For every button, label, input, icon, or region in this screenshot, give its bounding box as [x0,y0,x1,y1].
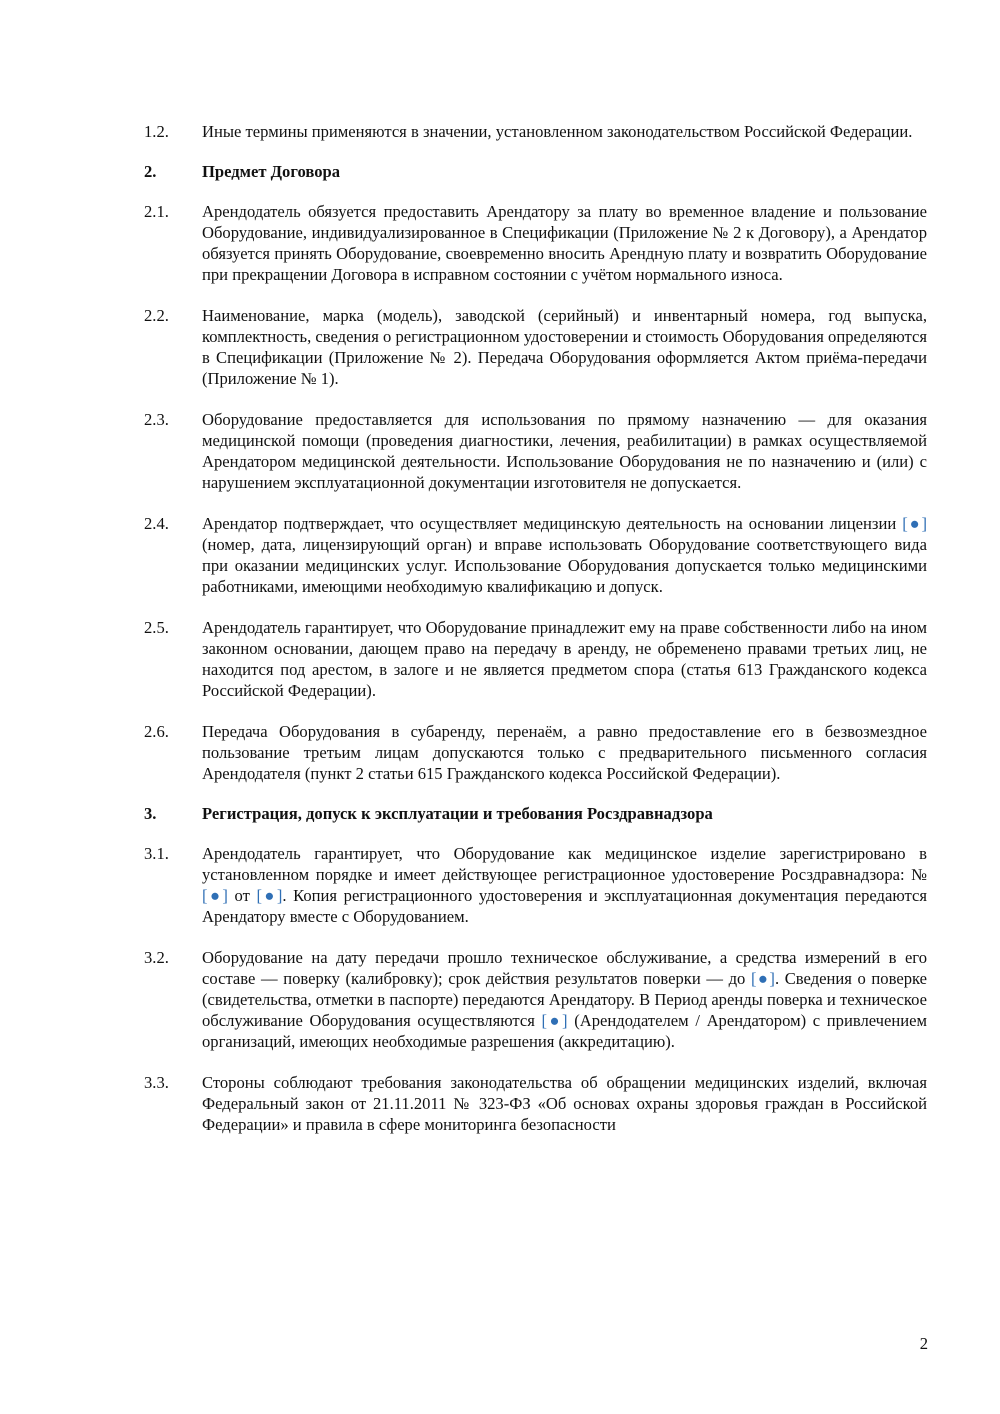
clause-text-part: Оборудование на дату передачи прошло техническое обслуживание, а средства измерений в его составе — поверку (калибровку); срок действия результатов поверки — до [202,948,927,988]
page-number: 2 [919,1334,928,1353]
clause-3-2 [144,947,927,1052]
clause-text [202,947,927,1052]
clause-2-4 [144,513,927,597]
clause-text: Оборудование предоставляется для использования по прямому назначению — для оказания медицинской помощи (проведения диагностики, лечения, реабилитации) в рамках осуществляемой Арендатором медицинской деятельности. Использование Оборудования не по назначению и (или) с нарушением эксплуатационной документации изготовителя не допускается. [202,410,927,492]
placeholder-verification-date: [●] [750,969,775,988]
clause-text: Арендодатель обязуется предоставить Арендатору за плату во временное владение и пользование Оборудование, индивидуализированное в Спецификации (Приложение № 2 к Договору), а Арендатор обязуется принять Оборудование, своевременно вносить Арендную плату и возвратить Оборудование при прекращении Договора в исправном состоянии с учётом нормального износа. [202,202,927,284]
clause-text: Стороны соблюдают требования законодательства об обращении медицинских изделий, включая Федеральный закон от 21.11.2011 № 323-ФЗ «Об основах охраны здоровья граждан в Российской Федерации» и правила в сфере мониторинга безопасности [202,1073,927,1134]
section-3-heading [144,803,927,824]
clause-number: 3.1. [144,844,169,863]
placeholder-registration-date: [●] [256,886,283,905]
placeholder-responsible-party: [●] [541,1011,568,1030]
section-title: Предмет Договора [202,162,341,181]
clause-number: 2.3. [144,410,169,429]
section-number: 3. [144,804,157,823]
clause-2-2 [144,305,927,389]
document-body [144,121,927,1135]
clause-text-part: . Сведения о поверке (свидетельства, отметки в паспорте) передаются Арендатору. В Период аренды поверка и техническое обслуживание Оборудования осуществляются [202,969,928,1030]
clause-3-3 [144,1072,927,1135]
clause-text: Иные термины применяются в значении, установленном законодательством Российской Федерации. [202,122,913,141]
clause-number: 3.3. [144,1073,169,1092]
clause-text-part: (номер, дата, лицензирующий орган) и вправе использовать Оборудование соответствующего вида при оказании медицинских услуг. Использование Оборудования допускается только медицинскими работниками, имеющими необходимую квалификацию и допуск. [202,535,927,596]
placeholder-license: [●] [902,514,928,533]
clause-text [202,513,927,597]
clause-2-6 [144,721,927,784]
clause-text: Наименование, марка (модель), заводской (серийный) и инвентарный номера, год выпуска, комплектность, сведения о регистрационном удостоверении и стоимость Оборудования определяются в Спецификации (Приложение № 2). Передача Оборудования оформляется Актом приёма-передачи (Приложение № 1). [202,306,927,388]
clause-number: 2.4. [144,514,169,533]
clause-text: Арендодатель гарантирует, что Оборудование принадлежит ему на праве собственности либо на ином законном основании, дающем право на передачу в аренду, не обременено правами третьих лиц, не находится под арестом, в залоге и не является предметом спора (статья 613 Гражданского кодекса Российской Федерации). [202,618,927,700]
clause-number: 2.2. [144,306,169,325]
clause-number: 1.2. [144,122,169,141]
clause-text-part: . Копия регистрационного удостоверения и эксплуатационная документация передаются Арендатору вместе с Оборудованием. [202,886,927,926]
section-number: 2. [144,162,157,181]
placeholder-registration-number: [●] [202,886,228,905]
clause-text: Передача Оборудования в субаренду, перенаём, а равно предоставление его в безвозмездное пользование третьим лицам допускаются только с предварительного письменного согласия Арендодателя (пункт 2 статьи 615 Гражданского кодекса Российской Федерации). [202,722,927,783]
clause-2-5 [144,617,927,701]
clause-text-part: от [227,886,257,905]
clause-text-part: Арендатор подтверждает, что осуществляет медицинскую деятельность на основании лицензии [202,514,903,533]
clause-3-1 [144,843,927,927]
clause-text-part: Арендодатель гарантирует, что Оборудование как медицинское изделие зарегистрировано в установленном порядке и имеет действующее регистрационное удостоверение Росздравнадзора: № [202,844,927,884]
clause-text [202,843,927,927]
clause-number: 2.1. [144,202,169,221]
clause-2-3 [144,409,927,493]
clause-number: 2.5. [144,618,169,637]
clause-1-2 [144,121,927,142]
clause-2-1 [144,201,927,285]
clause-number: 2.6. [144,722,169,741]
clause-text-part: (Арендодателем / Арендатором) с привлечением организаций, имеющих необходимые разрешения (аккредитацию). [202,1011,928,1051]
section-2-heading [144,161,927,182]
section-title: Регистрация, допуск к эксплуатации и требования Росздравнадзора [202,804,713,823]
clause-number: 3.2. [144,948,169,967]
